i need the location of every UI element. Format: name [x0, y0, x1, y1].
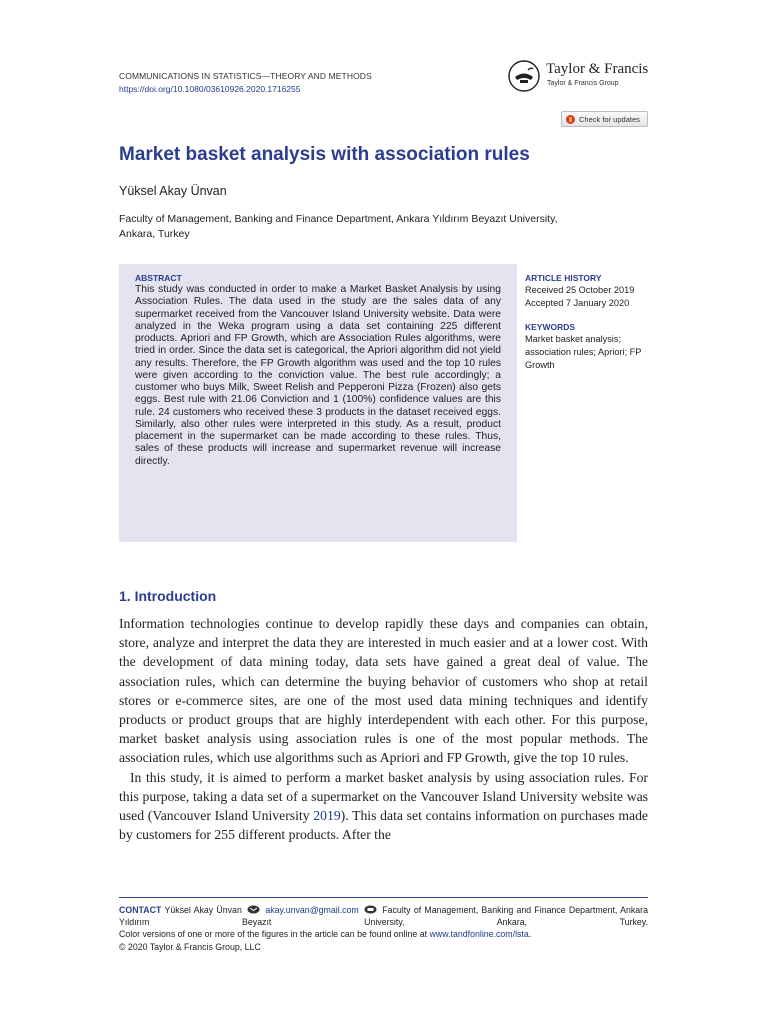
crossmark-icon — [566, 115, 575, 124]
article-sidebar — [525, 273, 655, 372]
article-history-heading: ARTICLE HISTORY — [525, 273, 602, 283]
publisher-lamp-icon — [508, 60, 540, 92]
journal-name: COMMUNICATIONS IN STATISTICS—THEORY AND METHODS — [119, 71, 372, 81]
intro-paragraph-2-text-end: ). This data set contains information on purchases made by customers for 255 different products. After the — [119, 808, 648, 843]
check-updates-label: Check for updates — [579, 114, 640, 124]
keywords-list: Market basket analysis; association rules; Apriori; FP Growth — [525, 334, 642, 370]
publisher-group: Taylor & Francis Group — [547, 80, 619, 87]
abstract-heading: ABSTRACT — [135, 273, 182, 283]
check-for-updates-button[interactable] — [561, 111, 648, 127]
intro-paragraph-2-text: In this study, it is aimed to perform a market basket analysis by using association rules. For this purpose, taking a data set of a supermarket on the Vancouver Island University website was used (Vancouver Island University — [119, 769, 648, 824]
abstract-box — [119, 264, 517, 542]
introduction-heading: 1. Introduction — [119, 588, 217, 604]
journal-website-link[interactable]: www.tandfonline.com/lsta — [429, 929, 529, 940]
footer-divider — [119, 897, 648, 898]
publisher-logo[interactable] — [508, 60, 658, 94]
contact-email-link[interactable]: akay.unvan@gmail.com — [265, 905, 359, 915]
contact-line — [119, 904, 648, 928]
contact-address: Faculty of Management, Banking and Finance Department, Ankara Yıldırım Beyazıt University, Ankara, Turkey. — [119, 905, 648, 928]
article-author: Yüksel Akay Ünvan — [119, 184, 227, 198]
received-date: Received 25 October 2019 — [525, 285, 635, 295]
color-note-end: . — [528, 929, 532, 940]
color-note-text: Color versions of one or more of the figures in the article can be found online at — [119, 929, 430, 940]
color-version-note — [119, 928, 648, 940]
introduction-body — [119, 614, 648, 844]
keywords-heading: KEYWORDS — [525, 322, 576, 332]
publisher-name: Taylor & Francis — [546, 61, 649, 77]
abstract-text: This study was conducted in order to make a Market Basket Analysis by using Association Rules. The data used in the study are the sales data of any supermarket received from the Vancouver Island University website. Data were analyzed in the Weka program using a data set containing 225 different products. Apriori and FP Growth, which are Association Rules algorithms, were tried in order. Since the data set is categorical, the Apriori algorithm did not yield any results. Therefore, the FP Growth algorithm was used and the top 10 rules were given according to the conviction value. The best rule accordingly; a customer who buys Milk, Sweet Relish and Pepperoni Pizza (Frozen) also gets eggs. Best rule with 21.06 Conviction and 1 (100%) confidence values are this rule. 24 customers who received these 3 products in the dataset received eggs. Similarly, also other rules were interpreted in this study. As a result, product placement in the supermarket can be made according to these rules. Thus, sales of these products will increase and supermarket revenue will increase directly. — [135, 284, 501, 467]
accepted-date: Accepted 7 January 2020 — [525, 298, 630, 308]
copyright-notice: © 2020 Taylor & Francis Group, LLC — [119, 941, 261, 952]
email-icon — [247, 905, 260, 914]
contact-label: CONTACT — [119, 905, 162, 915]
intro-paragraph-1: Information technologies continue to develop rapidly these days and companies can obtain, store, analyze and interpret the data they are interested in much easier and at a lower cost. With the development of data mining today, data sets have gained a great deal of value. The association rules, which can determine the buying behavior of customers who shop at retail stores or e-commerce sites, are one of the most used data mining techniques and identify products or product groups that are highly interdependent with each other. For this purpose, market basket analysis using association rules is one of the most popular methods. The association rules, which use algorithms such as Apriori and FP Growth, give the top 10 rules. — [119, 616, 648, 766]
citation-link-2019[interactable]: 2019 — [313, 808, 341, 824]
intro-paragraph-2 — [119, 768, 648, 845]
footnote-area — [119, 904, 648, 953]
article-title: Market basket analysis with association rules — [119, 144, 530, 165]
contact-name: Yüksel Akay Ünvan — [164, 905, 242, 915]
doi-link[interactable]: https://doi.org/10.1080/03610926.2020.1716255 — [119, 84, 301, 94]
author-affiliation: Faculty of Management, Banking and Finance Department, Ankara Yıldırım Beyazıt University, Ankara, Turkey — [119, 213, 558, 240]
address-icon — [364, 905, 377, 914]
